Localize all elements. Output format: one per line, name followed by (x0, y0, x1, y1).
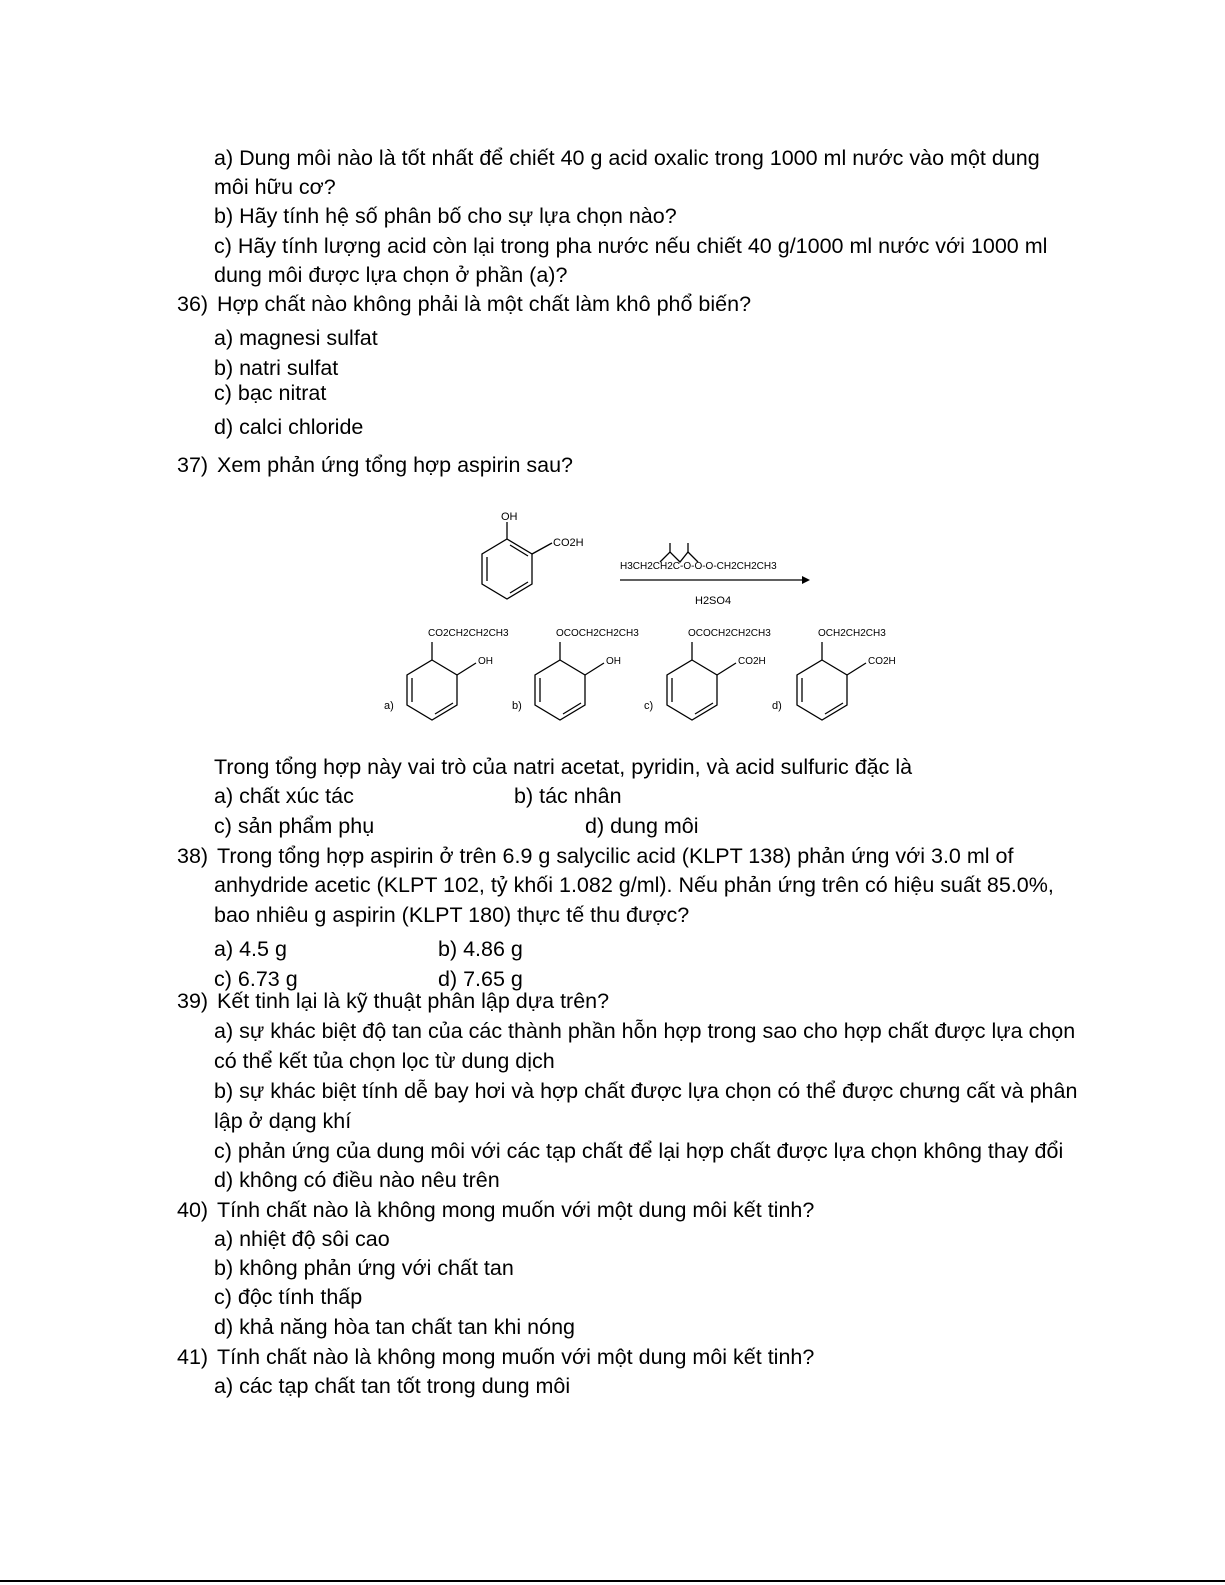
product-b-ring (535, 660, 585, 720)
q38-option-b: b) 4.86 g (438, 937, 523, 961)
q38-option-c: c) 6.73 g (214, 967, 298, 991)
product-a-subst-1: CO2CH2CH2CH3 (428, 628, 509, 639)
aspirin-reaction-scheme (370, 500, 910, 730)
q40-text: Tính chất nào là không mong muốn với một dung môi kết tinh? (217, 1198, 815, 1222)
q36-option-a: a) magnesi sulfat (214, 326, 378, 350)
product-c-label: c) (644, 700, 654, 712)
q41-text: Tính chất nào là không mong muốn với một dung môi kết tinh? (217, 1345, 815, 1369)
q37-number: 37) (177, 453, 209, 477)
q36-option-c: c) bạc nitrat (214, 381, 327, 405)
product-c-subst-1: OCOCH2CH2CH3 (688, 628, 771, 639)
reactant-oh-label: OH (501, 511, 518, 523)
product-b-subst-1: OCOCH2CH2CH3 (556, 628, 639, 639)
q36-question (177, 291, 751, 317)
q40-question (177, 1197, 814, 1223)
q37-option-a: a) chất xúc tác (214, 784, 354, 808)
product-d-subst-2: CO2H (868, 656, 896, 667)
q39-option-d: d) không có điều nào nêu trên (214, 1168, 500, 1192)
q37-text: Xem phản ứng tổng hợp aspirin sau? (217, 453, 573, 477)
q40-option-c: c) độc tính thấp (214, 1285, 363, 1309)
reactant-co2h-label: CO2H (553, 537, 584, 549)
salicylic-acid-ring (482, 539, 532, 599)
q39-option-b-line2: lập ở dạng khí (214, 1109, 352, 1133)
q40-option-a: a) nhiệt độ sôi cao (214, 1227, 390, 1251)
reagent-label: H3CH2CH2C-O-O-O-CH2CH2CH3 (620, 561, 777, 572)
q39-number: 39) (177, 989, 209, 1013)
q38-option-a: a) 4.5 g (214, 937, 287, 961)
q38-question (177, 843, 1013, 869)
product-b-label: b) (512, 700, 522, 712)
product-d-label: d) (772, 700, 782, 712)
product-d-subst-1: OCH2CH2CH3 (818, 628, 886, 639)
q39-option-b-line1: b) sự khác biệt tính dễ bay hơi và hợp chất được lựa chọn có thể được chưng cất và phân (214, 1079, 1078, 1103)
q41-option-a: a) các tạp chất tan tốt trong dung môi (214, 1374, 571, 1398)
q38-line2: anhydride acetic (KLPT 102, tỷ khối 1.082 g/ml). Nếu phản ứng trên có hiệu suất 85.0%, (214, 873, 1054, 897)
q39-option-c: c) phản ứng của dung môi với các tạp chất để lại hợp chất được lựa chọn không thay đổi (214, 1139, 1064, 1163)
product-a-label: a) (384, 700, 394, 712)
q38-line1: Trong tổng hợp aspirin ở trên 6.9 g salycilic acid (KLPT 138) phản ứng với 3.0 ml of (217, 844, 1014, 868)
q37-question (177, 452, 573, 478)
q39-option-a-line2: có thể kết tủa chọn lọc từ dung dịch (214, 1049, 555, 1073)
product-c-ring (667, 660, 717, 720)
q41-number: 41) (177, 1345, 209, 1369)
q39-option-a-line1: a) sự khác biệt độ tan của các thành phần hỗn hợp trong sao cho hợp chất được lựa chọn (214, 1019, 1076, 1043)
product-c-subst-2: CO2H (738, 656, 766, 667)
q37-option-c: c) sản phẩm phụ (214, 814, 375, 838)
q36-option-b: b) natri sulfat (214, 356, 339, 380)
q35-option-a-line1: a) Dung môi nào là tốt nhất để chiết 40 g acid oxalic trong 1000 ml nước vào một dung (214, 146, 1040, 170)
product-a-ring (407, 660, 457, 720)
product-d-ring (797, 660, 847, 720)
q38-option-d: d) 7.65 g (438, 967, 523, 991)
q37-option-d: d) dung môi (585, 814, 699, 838)
q40-option-b: b) không phản ứng với chất tan (214, 1256, 514, 1280)
q38-number: 38) (177, 844, 209, 868)
q38-line3: bao nhiêu g aspirin (KLPT 180) thực tế thu được? (214, 903, 690, 927)
q37-option-b: b) tác nhân (514, 784, 622, 808)
q40-option-d: d) khả năng hòa tan chất tan khi nóng (214, 1315, 575, 1339)
q36-text: Hợp chất nào không phải là một chất làm khô phổ biến? (217, 292, 752, 316)
q35-option-c-line2: dung môi được lựa chọn ở phần (a)? (214, 263, 568, 287)
q35-option-c-line1: c) Hãy tính lượng acid còn lại trong pha nước nếu chiết 40 g/1000 ml nước với 1000 ml (214, 234, 1048, 258)
product-b-subst-2: OH (606, 656, 621, 667)
q39-text: Kết tinh lại là kỹ thuật phân lập dựa trên? (217, 989, 610, 1013)
q36-number: 36) (177, 292, 209, 316)
q35-option-b: b) Hãy tính hệ số phân bố cho sự lựa chọn nào? (214, 204, 677, 228)
q40-number: 40) (177, 1198, 209, 1222)
product-a-subst-2: OH (478, 656, 493, 667)
page-bottom-rule (0, 1580, 1225, 1582)
q35-option-a-line2: môi hữu cơ? (214, 175, 336, 199)
q37-stem: Trong tổng hợp này vai trò của natri acetat, pyridin, và acid sulfuric đặc là (214, 755, 913, 779)
q41-question (177, 1344, 814, 1370)
q36-option-d: d) calci chloride (214, 415, 364, 439)
q39-question (177, 988, 609, 1014)
catalyst-label: H2SO4 (695, 595, 732, 607)
